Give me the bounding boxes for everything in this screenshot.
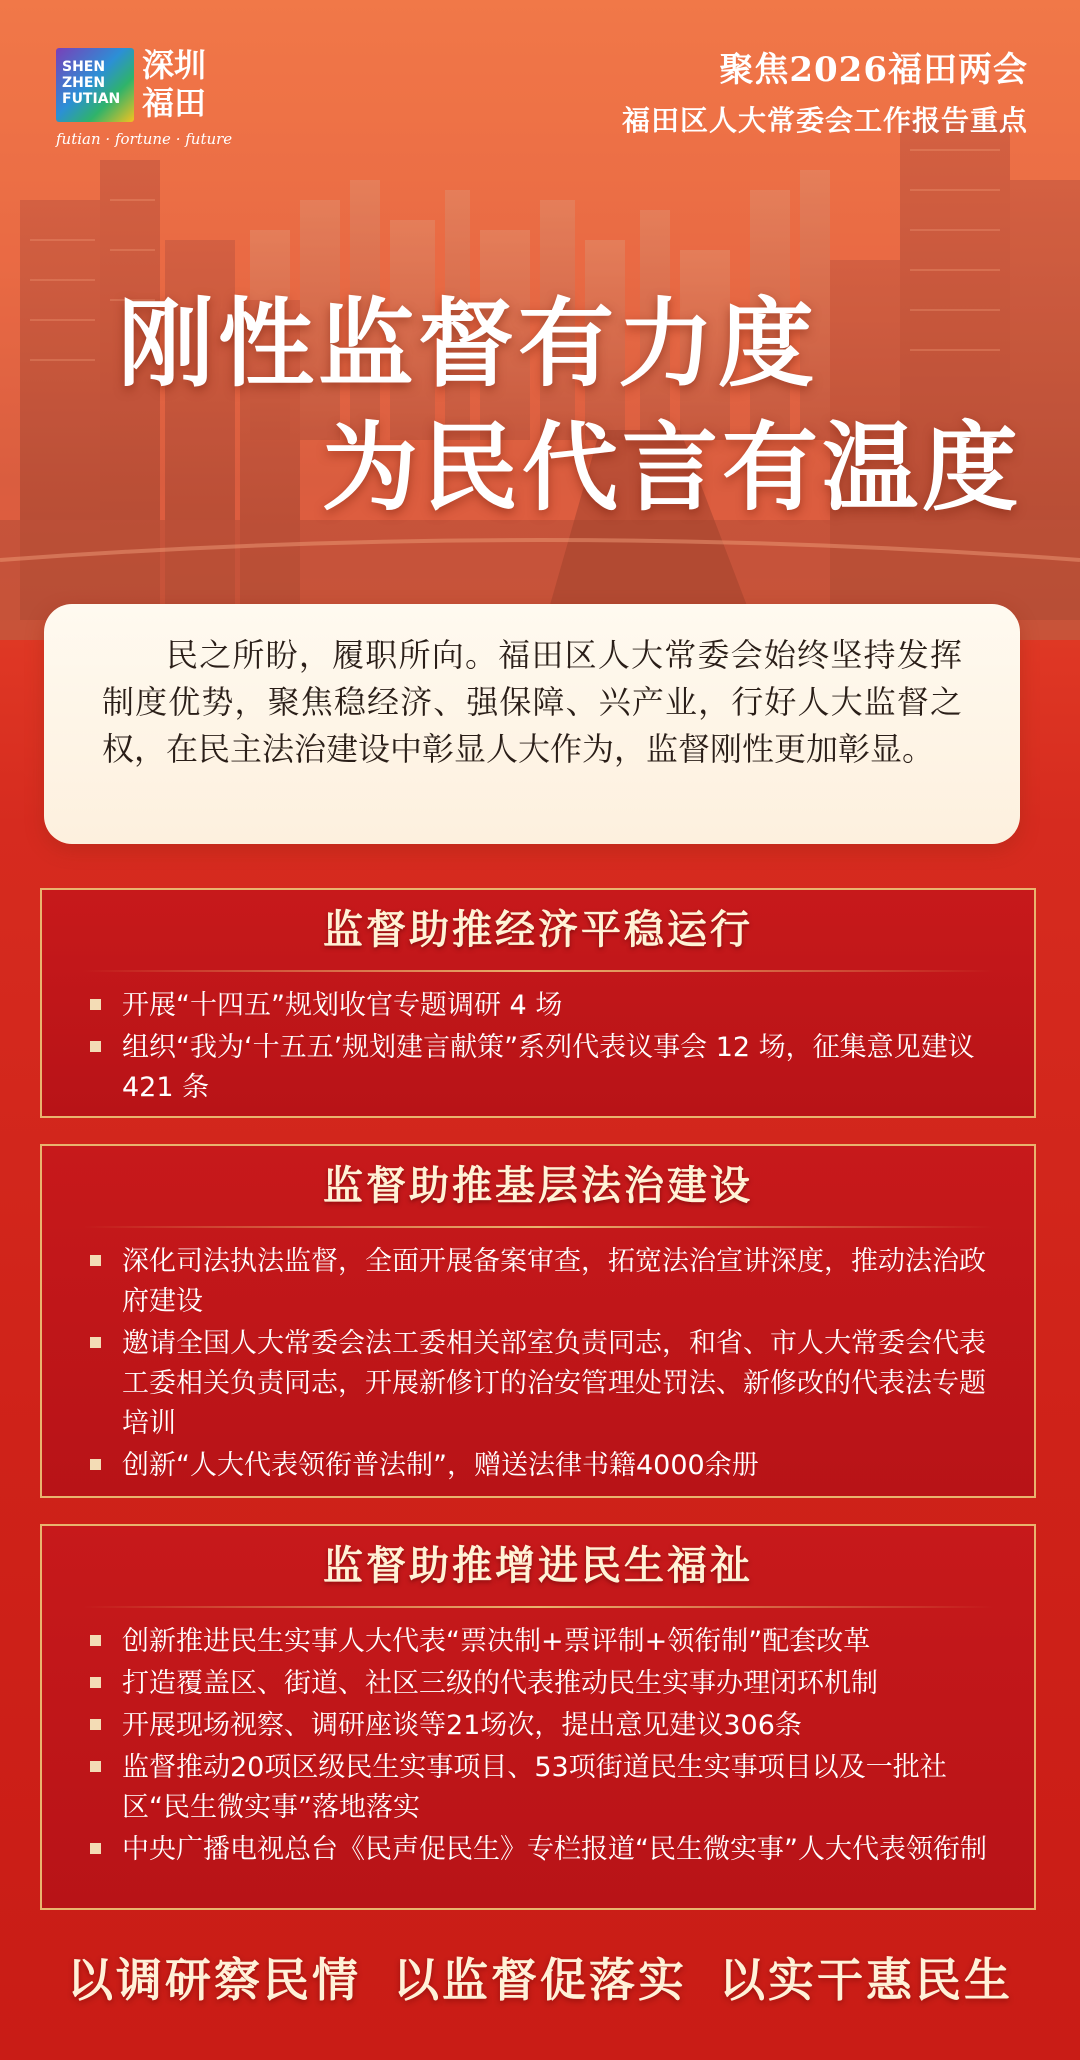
title-divider bbox=[82, 1226, 994, 1228]
section-title: 监督助推基层法治建设 bbox=[323, 1162, 753, 1209]
item-list bbox=[42, 1622, 1034, 1870]
topic-line-1: 聚焦2026福田两会 bbox=[719, 50, 1028, 90]
list-item-text: 监督推动20项区级民生实事项目、53项街道民生实事项目以及一批社区“民生微实事”落地落实 bbox=[122, 1752, 947, 1823]
square-bullet-icon bbox=[90, 1255, 101, 1266]
list-item-text: 组织“我为‘十五五’规划建言献策”系列代表议事会 12 场，征集意见建议 421 条 bbox=[122, 1032, 975, 1103]
logo-cn-line1: 深圳 bbox=[142, 46, 207, 84]
square-bullet-icon bbox=[90, 1459, 101, 1470]
square-bullet-icon bbox=[90, 1337, 101, 1348]
list-item bbox=[88, 1028, 998, 1108]
square-bullet-icon bbox=[90, 1677, 101, 1688]
logo-mark-text: SHEN bbox=[62, 59, 106, 75]
footer-slogans bbox=[0, 1944, 1080, 2010]
list-item-text: 开展现场视察、调研座谈等21场次，提出意见建议306条 bbox=[122, 1710, 802, 1741]
topic-header bbox=[622, 42, 1028, 139]
list-item-text: 邀请全国人大常委会法工委相关部室负责同志，和省、市人大常委会代表工委相关负责同志，开展新修订的治安管理处罚法、新修改的代表法专题培训 bbox=[122, 1328, 986, 1439]
list-item bbox=[88, 1830, 998, 1870]
logo-mark-icon bbox=[56, 48, 134, 122]
section-title: 监督助推增进民生福祉 bbox=[323, 1542, 753, 1589]
section-title: 监督助推经济平稳运行 bbox=[323, 906, 753, 953]
intro-text: 民之所盼，履职所向。福田区人大常委会始终坚持发挥制度优势，聚焦稳经济、强保障、兴产业，行好人大监督之权，在民主法治建设中彰显人大作为，监督刚性更加彰显。 bbox=[102, 636, 962, 768]
logo-tagline: futian · fortune · future bbox=[56, 130, 233, 148]
list-item-text: 打造覆盖区、街道、社区三级的代表推动民生实事办理闭环机制 bbox=[122, 1668, 878, 1699]
list-item bbox=[88, 986, 998, 1026]
list-item bbox=[88, 1622, 998, 1662]
headline-line-2: 为民代言有温度 bbox=[322, 411, 1022, 524]
slogan: 以调研察民情 bbox=[67, 1953, 361, 2007]
list-item bbox=[88, 1706, 998, 1746]
item-list bbox=[42, 986, 1034, 1108]
intro-card bbox=[44, 604, 1020, 844]
list-item-text: 开展“十四五”规划收官专题调研 4 场 bbox=[122, 990, 563, 1021]
list-item bbox=[88, 1748, 998, 1828]
square-bullet-icon bbox=[90, 1719, 101, 1730]
headline-line-1: 刚性监督有力度 bbox=[118, 287, 818, 400]
item-list bbox=[42, 1242, 1034, 1486]
logo-chinese-name bbox=[142, 46, 222, 122]
square-bullet-icon bbox=[90, 999, 101, 1010]
section-livelihood bbox=[40, 1524, 1036, 1910]
slogan: 以实干惠民生 bbox=[719, 1953, 1013, 2007]
title-divider bbox=[82, 1606, 994, 1608]
list-item bbox=[88, 1446, 998, 1486]
logo-mark-text: ZHEN bbox=[62, 75, 106, 91]
list-item-text: 深化司法执法监督，全面开展备案审查，拓宽法治宣讲深度，推动法治政府建设 bbox=[122, 1246, 986, 1317]
title-divider bbox=[82, 970, 994, 972]
topic-line-2: 福田区人大常委会工作报告重点 bbox=[621, 104, 1028, 137]
square-bullet-icon bbox=[90, 1041, 101, 1052]
section-economy bbox=[40, 888, 1036, 1118]
list-item-text: 中央广播电视总台《民声促民生》专栏报道“民生微实事”人大代表领衔制 bbox=[122, 1834, 987, 1865]
slogan: 以监督促落实 bbox=[393, 1953, 687, 2007]
list-item bbox=[88, 1664, 998, 1704]
section-rule-of-law bbox=[40, 1144, 1036, 1498]
list-item-text: 创新“人大代表领衔普法制”，赠送法律书籍4000余册 bbox=[122, 1450, 759, 1481]
square-bullet-icon bbox=[90, 1635, 101, 1646]
shenzhen-futian-logo bbox=[56, 44, 236, 154]
square-bullet-icon bbox=[90, 1761, 101, 1772]
list-item bbox=[88, 1242, 998, 1322]
square-bullet-icon bbox=[90, 1843, 101, 1854]
list-item-text: 创新推进民生实事人大代表“票决制+票评制+领衔制”配套改革 bbox=[122, 1626, 871, 1657]
list-item bbox=[88, 1324, 998, 1444]
logo-cn-line2: 福田 bbox=[142, 84, 207, 122]
logo-mark-text: FUTIAN bbox=[62, 91, 121, 107]
